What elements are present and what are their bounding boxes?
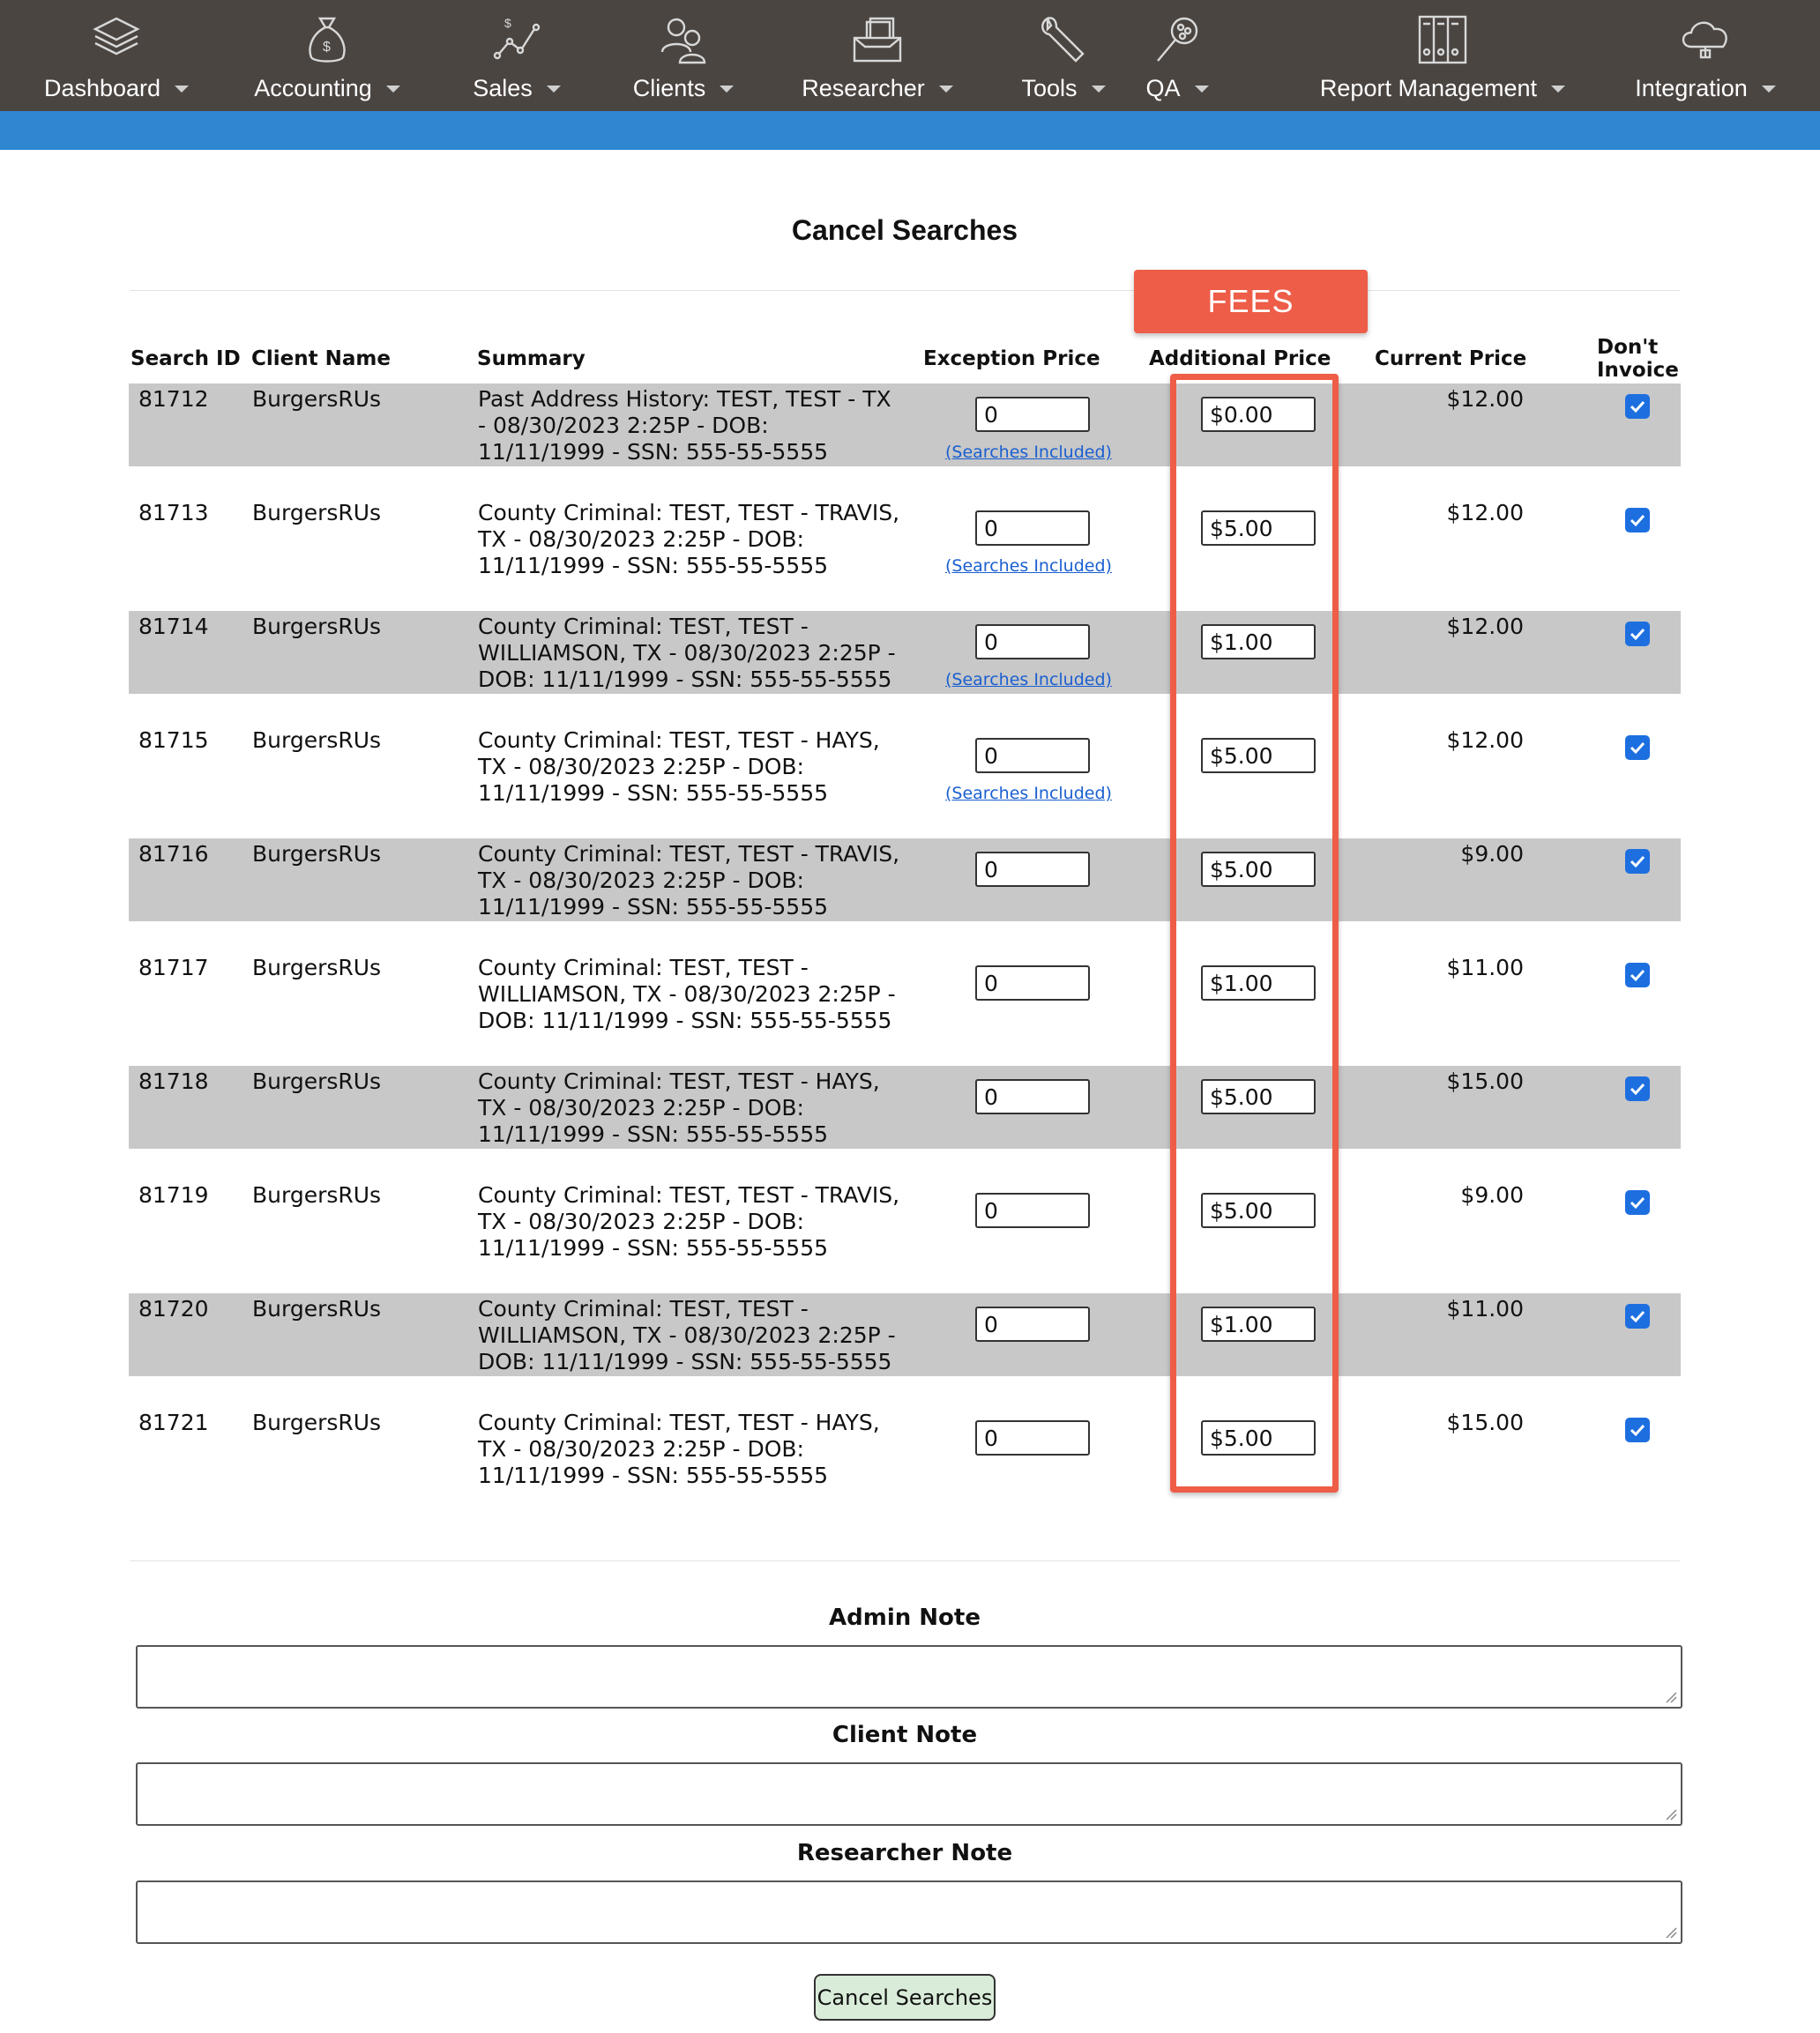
- summary-line: TX - 08/30/2023 2:25P - DOB:: [478, 868, 804, 893]
- resize-handle-icon[interactable]: [1665, 1926, 1677, 1939]
- resize-handle-icon[interactable]: [1665, 1691, 1677, 1703]
- search-id: 81713: [138, 500, 209, 525]
- nav-dashboard[interactable]: Dashboard: [42, 0, 190, 111]
- summary-line: County Criminal: TEST, TEST -: [478, 614, 809, 639]
- summary-line: County Criminal: TEST, TEST -: [478, 1296, 809, 1322]
- client-name: BurgersRUs: [252, 1296, 382, 1322]
- checkmark-icon: [1628, 397, 1647, 416]
- chevron-down-icon: [547, 86, 561, 93]
- col-dont-invoice-line2: Invoice: [1597, 359, 1679, 382]
- additional-price-input[interactable]: $5.00: [1201, 1420, 1316, 1456]
- exception-price-input[interactable]: 0: [975, 397, 1090, 432]
- searches-included-link[interactable]: (Searches Included): [945, 784, 1112, 803]
- top-nav: [0, 0, 1820, 111]
- checkmark-icon: [1628, 1420, 1647, 1440]
- dont-invoice-checkbox[interactable]: [1625, 735, 1650, 760]
- summary-line: County Criminal: TEST, TEST - TRAVIS,: [478, 500, 900, 525]
- summary-line: 11/11/1999 - SSN: 555-55-5555: [478, 1463, 829, 1488]
- researcher-note-input[interactable]: [136, 1880, 1682, 1944]
- checkmark-icon: [1628, 1307, 1647, 1326]
- checkmark-icon: [1628, 1079, 1647, 1098]
- summary-line: County Criminal: TEST, TEST - HAYS,: [478, 1410, 880, 1435]
- summary-line: 11/11/1999 - SSN: 555-55-5555: [478, 894, 829, 920]
- search-id: 81719: [138, 1182, 209, 1208]
- divider: [130, 1560, 1680, 1561]
- chevron-down-icon: [1762, 86, 1776, 93]
- current-price: $12.00: [1446, 727, 1524, 753]
- searches-included-link[interactable]: (Searches Included): [945, 443, 1112, 462]
- searches-included-link[interactable]: (Searches Included): [945, 670, 1112, 689]
- exception-price-input[interactable]: 0: [975, 510, 1090, 546]
- checkmark-icon: [1628, 738, 1647, 757]
- client-name: BurgersRUs: [252, 1069, 382, 1094]
- summary-line: 11/11/1999 - SSN: 555-55-5555: [478, 780, 829, 806]
- blue-bar: [0, 111, 1820, 150]
- additional-price-input[interactable]: $5.00: [1201, 852, 1316, 887]
- additional-price-input[interactable]: $1.00: [1201, 1307, 1316, 1342]
- additional-price-input[interactable]: $5.00: [1201, 1193, 1316, 1228]
- summary-line: WILLIAMSON, TX - 08/30/2023 2:25P -: [478, 981, 896, 1007]
- summary-line: DOB: 11/11/1999 - SSN: 555-55-5555: [478, 666, 892, 692]
- exception-price-input[interactable]: 0: [975, 1307, 1090, 1342]
- nav-report-management[interactable]: Report Management: [1319, 0, 1566, 111]
- dont-invoice-checkbox[interactable]: [1625, 508, 1650, 532]
- binders-icon: [1414, 11, 1471, 68]
- chevron-down-icon: [1092, 86, 1106, 93]
- current-price: $15.00: [1446, 1069, 1524, 1094]
- additional-price-input[interactable]: $5.00: [1201, 738, 1316, 773]
- additional-price-input[interactable]: $5.00: [1201, 510, 1316, 546]
- money-bag-icon: [299, 11, 355, 68]
- current-price: $15.00: [1446, 1410, 1524, 1435]
- summary-line: 11/11/1999 - SSN: 555-55-5555: [478, 553, 829, 578]
- file-tray-icon: [849, 11, 906, 68]
- search-id: 81715: [138, 727, 209, 753]
- col-search-id: Search ID: [131, 347, 241, 370]
- col-current-price: Current Price: [1375, 347, 1527, 370]
- client-name: BurgersRUs: [252, 500, 382, 525]
- exception-price-input[interactable]: 0: [975, 965, 1090, 1001]
- dont-invoice-checkbox[interactable]: [1625, 1190, 1650, 1215]
- nav-integration[interactable]: Integration: [1633, 0, 1778, 111]
- exception-price-input[interactable]: 0: [975, 852, 1090, 887]
- dont-invoice-checkbox[interactable]: [1625, 1304, 1650, 1329]
- search-id: 81720: [138, 1296, 209, 1322]
- dont-invoice-checkbox[interactable]: [1625, 1076, 1650, 1101]
- chevron-down-icon: [1195, 86, 1209, 93]
- exception-price-input[interactable]: 0: [975, 738, 1090, 773]
- researcher-note-label: Researcher Note: [796, 1840, 1013, 1866]
- sales-chart-icon: [489, 11, 545, 68]
- summary-line: TX - 08/30/2023 2:25P - DOB:: [478, 526, 804, 552]
- nav-sales[interactable]: $ Sales: [467, 0, 566, 111]
- magnifier-icon: [1149, 11, 1205, 68]
- col-client-name: Client Name: [251, 347, 391, 370]
- exception-price-input[interactable]: 0: [975, 1420, 1090, 1456]
- search-id: 81716: [138, 841, 209, 867]
- chevron-down-icon: [939, 86, 953, 93]
- dont-invoice-checkbox[interactable]: [1625, 963, 1650, 987]
- search-id: 81718: [138, 1069, 209, 1094]
- current-price: $12.00: [1446, 614, 1524, 639]
- col-exception-price: Exception Price: [923, 347, 1100, 370]
- client-name: BurgersRUs: [252, 614, 382, 639]
- svg-text:$: $: [504, 16, 511, 30]
- summary-line: County Criminal: TEST, TEST -: [478, 955, 809, 980]
- client-note-label: Client Note: [832, 1722, 978, 1748]
- summary-line: County Criminal: TEST, TEST - TRAVIS,: [478, 841, 900, 867]
- summary-line: County Criminal: TEST, TEST - HAYS,: [478, 727, 880, 753]
- nav-researcher[interactable]: Researcher: [802, 0, 952, 111]
- additional-price-input[interactable]: $5.00: [1201, 1079, 1316, 1114]
- summary-line: DOB: 11/11/1999 - SSN: 555-55-5555: [478, 1008, 892, 1033]
- exception-price-input[interactable]: 0: [975, 1193, 1090, 1228]
- nav-qa[interactable]: QA: [1143, 0, 1212, 111]
- checkmark-icon: [1628, 624, 1647, 644]
- checkmark-icon: [1628, 1193, 1647, 1212]
- current-price: $11.00: [1446, 1296, 1524, 1322]
- checkmark-icon: [1628, 965, 1647, 985]
- summary-line: TX - 08/30/2023 2:25P - DOB:: [478, 1209, 804, 1234]
- cloud-plug-icon: [1677, 11, 1734, 68]
- exception-price-input[interactable]: 0: [975, 1079, 1090, 1114]
- client-name: BurgersRUs: [252, 386, 382, 412]
- summary-line: - 08/30/2023 2:25P - DOB:: [478, 413, 769, 438]
- col-summary: Summary: [477, 347, 586, 370]
- admin-note-label: Admin Note: [829, 1605, 981, 1631]
- client-name: BurgersRUs: [252, 1182, 382, 1208]
- svg-text:$: $: [323, 40, 331, 55]
- client-note-input[interactable]: [136, 1762, 1682, 1826]
- summary-line: 11/11/1999 - SSN: 555-55-5555: [478, 1235, 829, 1261]
- resize-handle-icon[interactable]: [1665, 1808, 1677, 1821]
- chevron-down-icon: [175, 86, 189, 93]
- exception-price-input[interactable]: 0: [975, 624, 1090, 659]
- nav-tools[interactable]: Tools: [1018, 0, 1109, 111]
- current-price: $9.00: [1460, 1182, 1524, 1208]
- summary-line: WILLIAMSON, TX - 08/30/2023 2:25P -: [478, 640, 896, 666]
- search-id: 81712: [138, 386, 209, 412]
- summary-line: TX - 08/30/2023 2:25P - DOB:: [478, 754, 804, 779]
- admin-note-input[interactable]: [136, 1645, 1682, 1709]
- summary-line: DOB: 11/11/1999 - SSN: 555-55-5555: [478, 1349, 892, 1374]
- col-dont-invoice-line1: Don't: [1597, 336, 1659, 359]
- client-name: BurgersRUs: [252, 1410, 382, 1435]
- searches-included-link[interactable]: (Searches Included): [945, 556, 1112, 576]
- current-price: $9.00: [1460, 841, 1524, 867]
- search-id: 81714: [138, 614, 209, 639]
- current-price: $11.00: [1446, 955, 1524, 980]
- summary-line: Past Address History: TEST, TEST - TX: [478, 386, 891, 412]
- current-price: $12.00: [1446, 500, 1524, 525]
- dont-invoice-checkbox[interactable]: [1625, 849, 1650, 874]
- nav-accounting[interactable]: $ Accounting: [252, 0, 402, 111]
- layers-icon: [88, 11, 145, 68]
- summary-line: 11/11/1999 - SSN: 555-55-5555: [478, 439, 829, 465]
- nav-clients[interactable]: Clients: [628, 0, 739, 111]
- summary-line: TX - 08/30/2023 2:25P - DOB:: [478, 1095, 804, 1121]
- col-additional-price: Additional Price: [1149, 347, 1331, 370]
- cancel-searches-button[interactable]: Cancel Searches: [814, 1974, 996, 2021]
- divider: [130, 290, 1680, 291]
- search-id: 81717: [138, 955, 209, 980]
- users-icon: [655, 11, 712, 68]
- chevron-down-icon: [720, 86, 734, 93]
- summary-line: WILLIAMSON, TX - 08/30/2023 2:25P -: [478, 1322, 896, 1348]
- checkmark-icon: [1628, 510, 1647, 530]
- fees-badge: FEES: [1134, 270, 1368, 333]
- page-title: Cancel Searches: [791, 214, 1018, 246]
- summary-line: 11/11/1999 - SSN: 555-55-5555: [478, 1121, 829, 1147]
- additional-price-input[interactable]: $1.00: [1201, 624, 1316, 659]
- summary-line: TX - 08/30/2023 2:25P - DOB:: [478, 1436, 804, 1462]
- search-id: 81721: [138, 1410, 209, 1435]
- checkmark-icon: [1628, 852, 1647, 871]
- client-name: BurgersRUs: [252, 727, 382, 753]
- summary-line: County Criminal: TEST, TEST - HAYS,: [478, 1069, 880, 1094]
- dont-invoice-checkbox[interactable]: [1625, 394, 1650, 419]
- client-name: BurgersRUs: [252, 841, 382, 867]
- chevron-down-icon: [1551, 86, 1565, 93]
- summary-line: County Criminal: TEST, TEST - TRAVIS,: [478, 1182, 900, 1208]
- dont-invoice-checkbox[interactable]: [1625, 622, 1650, 646]
- client-name: BurgersRUs: [252, 955, 382, 980]
- dont-invoice-checkbox[interactable]: [1625, 1418, 1650, 1442]
- chevron-down-icon: [386, 86, 400, 93]
- current-price: $12.00: [1446, 386, 1524, 412]
- additional-price-input[interactable]: $0.00: [1201, 397, 1316, 432]
- additional-price-input[interactable]: $1.00: [1201, 965, 1316, 1001]
- wrench-icon: [1035, 11, 1092, 68]
